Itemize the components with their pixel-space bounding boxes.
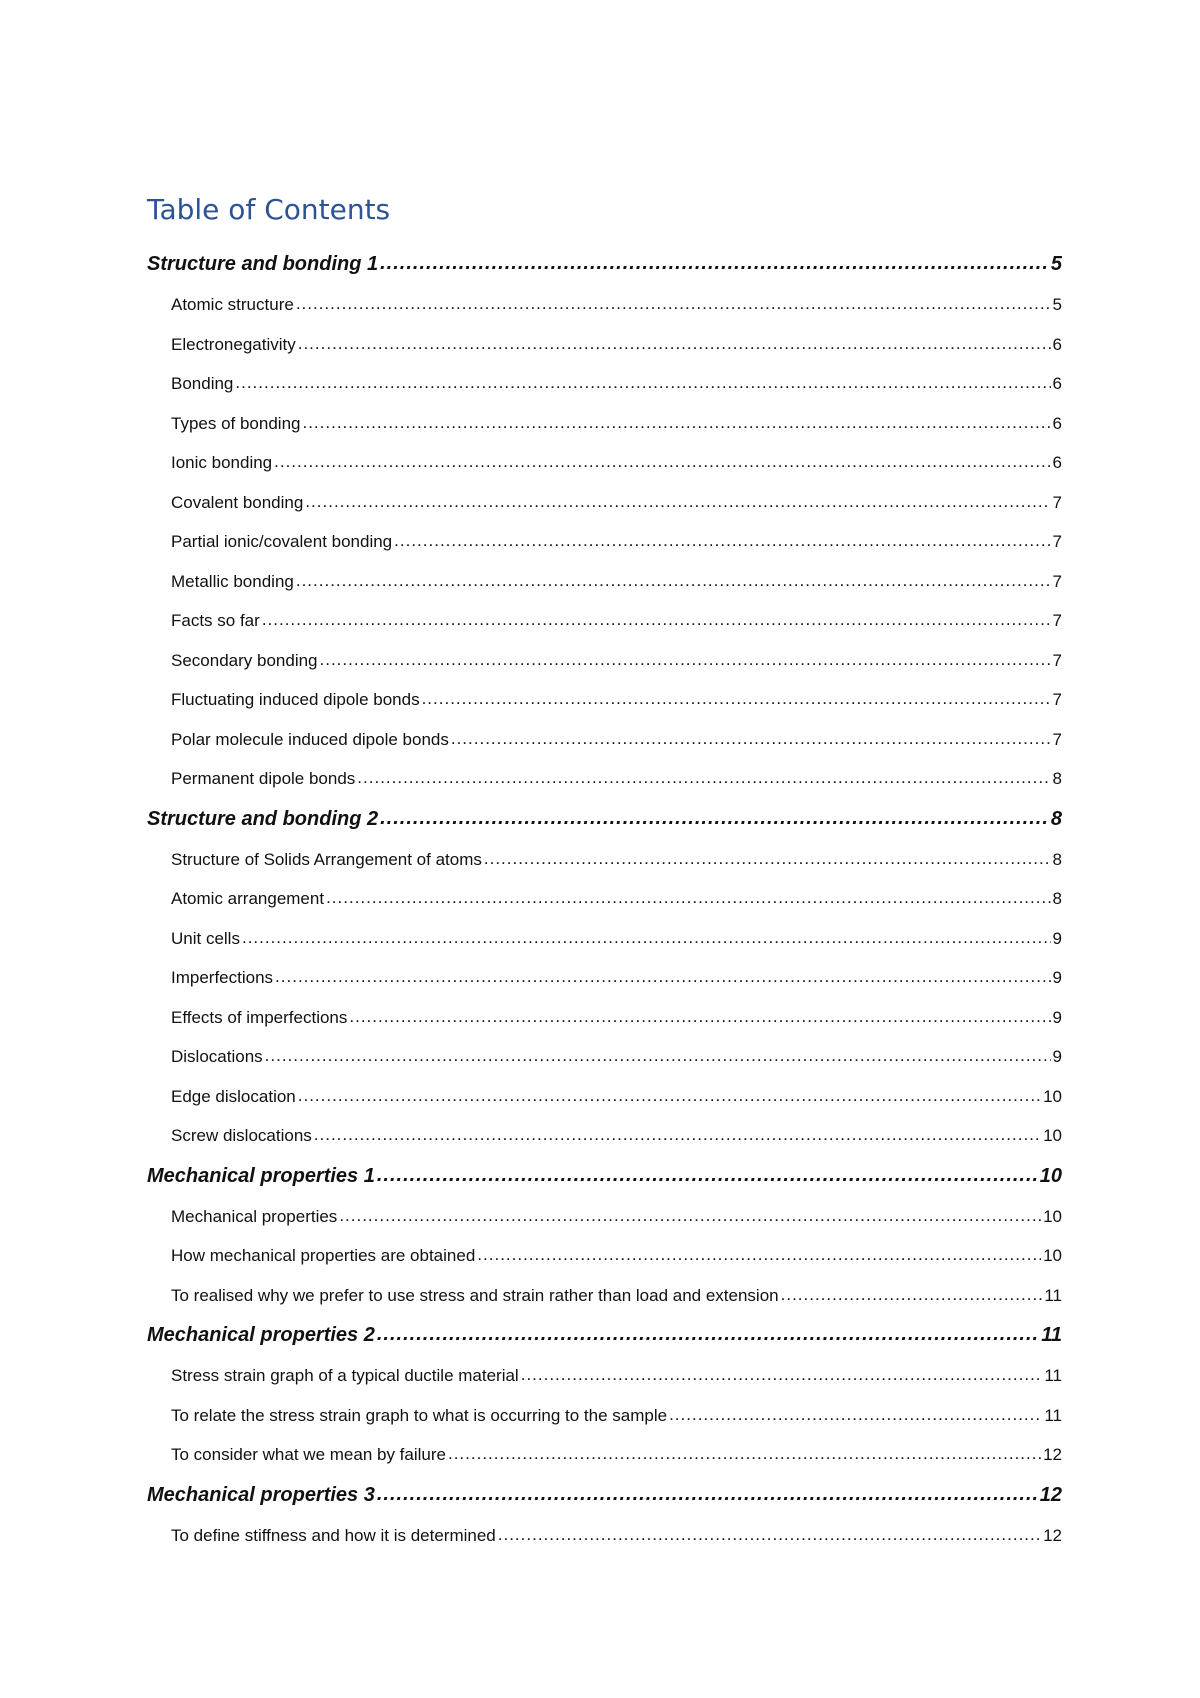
toc-entry-title: Permanent dipole bonds: [171, 769, 356, 788]
toc-entry-title: Structure of Solids Arrangement of atoms: [171, 849, 482, 869]
toc-page-number: 12: [1039, 1483, 1062, 1506]
toc-page-number: 7: [1052, 532, 1062, 551]
toc-subsection-link[interactable]: [147, 601, 1062, 641]
toc-dot-leader: [448, 1435, 1041, 1474]
toc-subsection-link[interactable]: [147, 998, 1062, 1038]
toc-page-number: 11: [1044, 1366, 1062, 1385]
toc-dot-leader: [357, 759, 1050, 798]
toc-page-number: 9: [1052, 928, 1062, 948]
toc-dot-leader: [262, 601, 1051, 640]
toc-entry-title: Metallic bonding: [171, 571, 294, 591]
toc-subsection-link[interactable]: [147, 562, 1062, 602]
toc-dot-leader: [326, 879, 1050, 918]
toc-entry-title: Structure and bonding 2: [147, 807, 379, 830]
toc-dot-leader: [521, 1356, 1043, 1395]
toc-page-number: 7: [1052, 611, 1062, 630]
toc-entry-title: Dislocations: [171, 1047, 263, 1066]
toc-subsection-link[interactable]: [147, 364, 1062, 404]
toc-entry-title: Fluctuating induced dipole bonds: [171, 690, 420, 709]
toc-page-number: 7: [1052, 650, 1062, 670]
toc-subsection-link[interactable]: [147, 1037, 1062, 1077]
toc-dot-leader: [296, 285, 1051, 324]
toc-dot-leader: [498, 1516, 1041, 1555]
toc-subsection-link[interactable]: [147, 1236, 1062, 1276]
toc-dot-leader: [296, 562, 1051, 601]
toc-dot-leader: [274, 443, 1050, 482]
toc-page-number: 6: [1052, 374, 1062, 393]
toc-entry-title: Structure and bonding 1: [147, 253, 379, 275]
toc-page: [147, 190, 1062, 1555]
toc-dot-leader: [298, 325, 1051, 364]
toc-entry-title: Atomic arrangement: [171, 889, 325, 908]
toc-entry-title: Partial ionic/covalent bonding: [171, 532, 393, 551]
toc-page-number: 10: [1043, 1206, 1062, 1226]
toc-page-number: 11: [1041, 1324, 1062, 1346]
toc-section-link[interactable]: [147, 1156, 1062, 1197]
toc-page-number: 10: [1043, 1126, 1062, 1145]
toc-page-number: 8: [1052, 849, 1062, 869]
toc-subsection-link[interactable]: [147, 443, 1062, 483]
toc-entry-title: Screw dislocations: [171, 1126, 312, 1145]
toc-dot-leader: [394, 522, 1050, 561]
toc-page-number: 5: [1050, 253, 1062, 275]
toc-subsection-link[interactable]: [147, 1396, 1062, 1436]
toc-dot-leader: [275, 958, 1050, 997]
toc-dot-leader: [669, 1396, 1042, 1435]
toc-subsection-link[interactable]: [147, 1077, 1062, 1117]
toc-page-number: 8: [1050, 807, 1062, 830]
toc-page-number: 8: [1052, 769, 1062, 788]
toc-subsection-link[interactable]: [147, 919, 1062, 959]
toc-dot-leader: [380, 799, 1049, 839]
toc-subsection-link[interactable]: [147, 840, 1062, 880]
toc-dot-leader: [242, 919, 1051, 958]
toc-dot-leader: [314, 1116, 1041, 1155]
toc-dot-leader: [265, 1037, 1051, 1076]
toc-dot-leader: [305, 483, 1050, 522]
toc-subsection-link[interactable]: [147, 1516, 1062, 1556]
toc-entry-title: Effects of imperfections: [171, 1007, 348, 1027]
toc-entry-title: Stress strain graph of a typical ductile material: [171, 1366, 519, 1385]
toc-page-number: 12: [1043, 1445, 1062, 1464]
toc-entry-title: To relate the stress strain graph to what is occurring to the sample: [171, 1405, 668, 1425]
toc-dot-leader: [377, 1156, 1038, 1196]
toc-dot-leader: [377, 1475, 1038, 1515]
toc-subsection-link[interactable]: [147, 325, 1062, 365]
toc-section-link[interactable]: [147, 1475, 1062, 1516]
toc-subsection-link[interactable]: [147, 1116, 1062, 1156]
toc-page-number: 10: [1043, 1246, 1062, 1265]
toc-page-number: 9: [1052, 968, 1062, 987]
toc-page-number: 8: [1052, 889, 1062, 908]
toc-entry-title: Bonding: [171, 374, 234, 393]
toc-entry-title: Polar molecule induced dipole bonds: [171, 729, 449, 749]
toc-dot-leader: [298, 1077, 1041, 1116]
toc-dot-leader: [422, 680, 1051, 719]
toc-page-number: 10: [1039, 1164, 1062, 1187]
toc-page-number: 11: [1044, 1405, 1062, 1425]
toc-dot-leader: [320, 641, 1051, 680]
toc-subsection-link[interactable]: [147, 1435, 1062, 1475]
toc-section-link[interactable]: [147, 799, 1062, 840]
toc-dot-leader: [477, 1236, 1041, 1275]
toc-entry-title: Ionic bonding: [171, 453, 273, 472]
toc-subsection-link[interactable]: [147, 1197, 1062, 1237]
toc-entry-title: Mechanical properties: [171, 1206, 338, 1226]
toc-dot-leader: [484, 840, 1051, 879]
toc-entry-title: How mechanical properties are obtained: [171, 1246, 476, 1265]
toc-dot-leader: [781, 1276, 1043, 1315]
toc-subsection-link[interactable]: [147, 285, 1062, 325]
toc-dot-leader: [451, 720, 1051, 759]
toc-subsection-link[interactable]: [147, 641, 1062, 681]
toc-page-number: 11: [1044, 1285, 1062, 1305]
toc-entry-title: Facts so far: [171, 611, 260, 630]
toc-entry-title: Secondary bonding: [171, 650, 318, 670]
toc-page-number: 7: [1052, 729, 1062, 749]
toc-section-link[interactable]: [147, 244, 1062, 285]
toc-page-number: 6: [1052, 334, 1062, 354]
toc-page-number: 6: [1052, 413, 1062, 433]
toc-subsection-link[interactable]: [147, 759, 1062, 799]
toc-entry-title: Edge dislocation: [171, 1086, 296, 1106]
toc-dot-leader: [377, 1315, 1039, 1355]
toc-entry-title: Mechanical properties 1: [147, 1164, 375, 1187]
toc-page-number: 7: [1052, 492, 1062, 512]
toc-entry-title: To consider what we mean by failure: [171, 1445, 446, 1464]
toc-page-number: 10: [1043, 1086, 1062, 1106]
toc-list: [147, 244, 1062, 1555]
toc-page-number: 5: [1052, 295, 1062, 314]
toc-entry-title: Imperfections: [171, 968, 274, 987]
toc-dot-leader: [349, 998, 1050, 1037]
toc-subsection-link[interactable]: [147, 522, 1062, 562]
toc-subsection-link[interactable]: [147, 879, 1062, 919]
toc-page-number: 7: [1052, 571, 1062, 591]
toc-dot-leader: [235, 364, 1050, 403]
toc-dot-leader: [339, 1197, 1041, 1236]
toc-dot-leader: [302, 404, 1050, 443]
toc-title: Table of Contents: [147, 193, 391, 226]
toc-subsection-link[interactable]: [147, 720, 1062, 760]
toc-dot-leader: [380, 244, 1049, 284]
toc-entry-title: To realised why we prefer to use stress and strain rather than load and extension: [171, 1285, 779, 1305]
toc-subsection-link[interactable]: [147, 404, 1062, 444]
toc-page-number: 9: [1052, 1047, 1062, 1066]
toc-entry-title: Atomic structure: [171, 295, 294, 314]
toc-subsection-link[interactable]: [147, 680, 1062, 720]
toc-subsection-link[interactable]: [147, 1276, 1062, 1316]
toc-subsection-link[interactable]: [147, 958, 1062, 998]
toc-entry-title: Types of bonding: [171, 413, 301, 433]
toc-subsection-link[interactable]: [147, 483, 1062, 523]
toc-page-number: 12: [1043, 1525, 1062, 1545]
toc-entry-title: Electronegativity: [171, 334, 296, 354]
toc-entry-title: To define stiffness and how it is determined: [171, 1525, 496, 1545]
toc-page-number: 7: [1052, 690, 1062, 709]
toc-section-link[interactable]: [147, 1315, 1062, 1356]
toc-subsection-link[interactable]: [147, 1356, 1062, 1396]
toc-entry-title: Unit cells: [171, 928, 240, 948]
toc-page-number: 6: [1052, 453, 1062, 472]
toc-entry-title: Mechanical properties 3: [147, 1483, 375, 1506]
toc-entry-title: Covalent bonding: [171, 492, 304, 512]
toc-page-number: 9: [1052, 1007, 1062, 1027]
toc-entry-title: Mechanical properties 2: [147, 1324, 375, 1346]
